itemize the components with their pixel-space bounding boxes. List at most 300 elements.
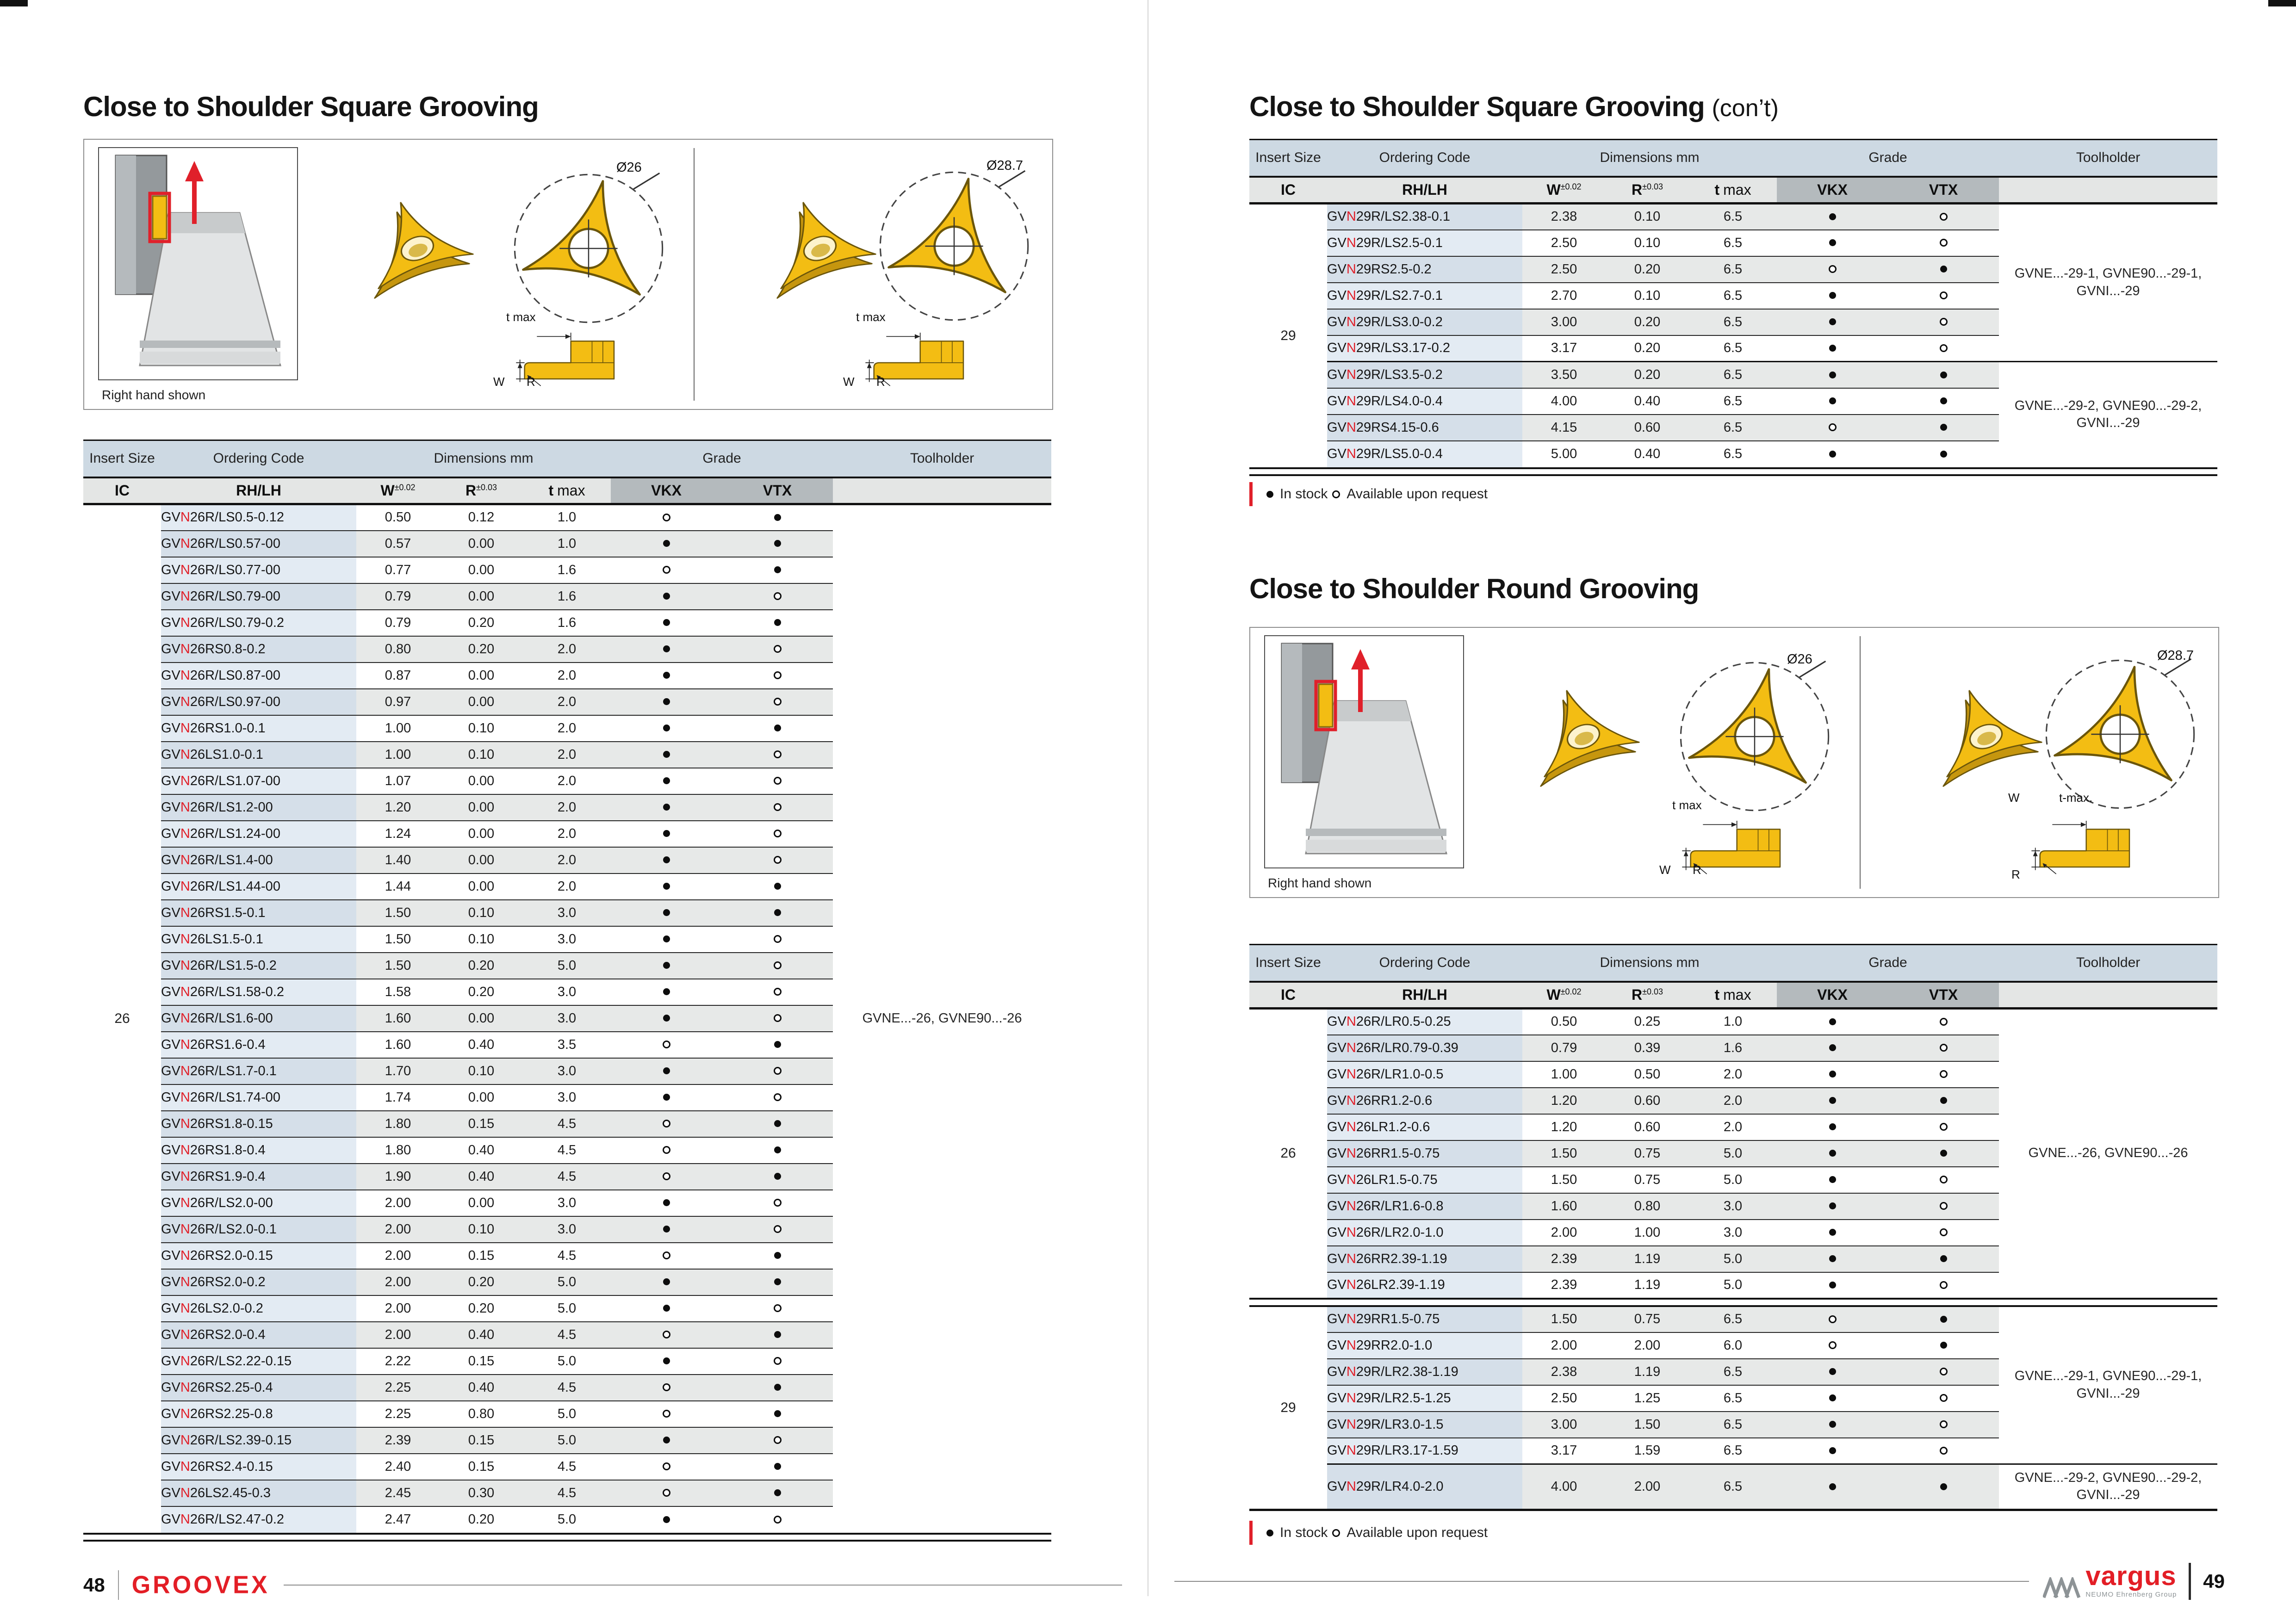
in-stock-dot (1940, 1316, 1947, 1323)
code-red-n: N (180, 1037, 190, 1052)
available-dot (774, 1304, 782, 1312)
w-value: 2.38 (1522, 204, 1606, 230)
tmax-value: 3.0 (1689, 1220, 1777, 1246)
tmax-value: 2.0 (523, 768, 611, 794)
vargus-logo (2043, 1561, 2177, 1598)
vtx-availability (1888, 441, 1999, 467)
vtx-availability (1888, 1438, 1999, 1464)
vkx-availability (611, 768, 722, 794)
available-dot (663, 514, 670, 521)
in-stock-dot (663, 804, 670, 811)
tmax-value: 1.6 (523, 557, 611, 583)
available-dot (1829, 423, 1837, 431)
w-value: 0.77 (356, 557, 440, 583)
tmax-value: 6.5 (1689, 1412, 1777, 1438)
w-value: 1.70 (356, 1058, 440, 1084)
code-red-n: N (1346, 1479, 1356, 1494)
vargus-subtext: NEUMO Ehrenberg Group (2085, 1590, 2177, 1598)
available-dot (663, 1331, 670, 1338)
w-value: 0.97 (356, 689, 440, 715)
table-bottom-rule (1249, 1509, 2217, 1511)
tmax-value: 6.5 (1689, 256, 1777, 283)
tmax-value: 2.0 (1689, 1088, 1777, 1114)
vkx-availability (1777, 1246, 1888, 1272)
ordering-code: GVN29R/LS3.17-0.2 (1327, 335, 1522, 362)
in-stock-dot (1829, 1097, 1836, 1104)
code-red-n: N (1346, 1277, 1356, 1292)
insert-iso-view (1507, 660, 1660, 813)
in-stock-dot (1829, 345, 1836, 352)
round-grooving-title: Close to Shoulder Round Grooving (1249, 573, 1699, 604)
vtx-availability (722, 794, 833, 821)
w-value: 1.00 (356, 715, 440, 742)
tmax-value: 3.5 (523, 1032, 611, 1058)
in-stock-dot (1940, 266, 1947, 273)
col-r: $R^{\pm 0.03}$ (1606, 177, 1689, 204)
diameter-label: Ø28.7 (987, 158, 1023, 173)
vtx-availability (1888, 362, 1999, 388)
available-dot (1940, 1368, 1948, 1375)
ordering-code: GVN26R/LS1.4-00 (161, 847, 356, 873)
col-vtx: VTX (1888, 982, 1999, 1009)
ordering-code: GVN26RS1.6-0.4 (161, 1032, 356, 1058)
w-dim-label: W (2008, 791, 2020, 805)
in-stock-dot (1829, 1282, 1836, 1288)
ordering-code: GVN29RR1.5-0.75 (1327, 1306, 1522, 1332)
vkx-availability (1777, 335, 1888, 362)
available-dot (663, 1041, 670, 1048)
code-red-n: N (1346, 314, 1356, 329)
insert-front-view (1671, 653, 1838, 820)
r-value: 0.60 (1606, 1114, 1689, 1140)
available-dot (774, 1093, 782, 1101)
in-stock-dot (663, 1516, 670, 1523)
ordering-code: GVN29R/LS2.5-0.1 (1327, 230, 1522, 256)
col-toolholder: Toolholder (1999, 945, 2217, 982)
in-stock-dot (1829, 1150, 1836, 1157)
vtx-availability (722, 1084, 833, 1111)
col-tmax: t max (1689, 982, 1777, 1009)
col-insert-size: Insert Size (1249, 945, 1327, 982)
w-value: 1.00 (1522, 1061, 1606, 1088)
ordering-code: GVN29RS4.15-0.6 (1327, 415, 1522, 441)
vtx-availability (722, 926, 833, 953)
w-dim-label: W (843, 375, 855, 389)
col-vtx: VTX (1888, 177, 1999, 204)
vkx-availability (611, 847, 722, 873)
w-value: 1.60 (356, 1032, 440, 1058)
vtx-availability (722, 1164, 833, 1190)
in-stock-dot (663, 1305, 670, 1312)
in-stock-dot (1829, 1483, 1836, 1490)
r-value: 0.10 (440, 1058, 523, 1084)
code-red-n: N (1346, 1040, 1356, 1055)
in-stock-dot (1829, 1368, 1836, 1375)
in-stock-dot (1829, 239, 1836, 246)
w-value: 5.00 (1522, 441, 1606, 467)
in-stock-dot (1940, 1150, 1947, 1157)
code-red-n: N (180, 641, 190, 657)
vtx-availability (1888, 1167, 1999, 1193)
ordering-code: GVN26RS2.0-0.2 (161, 1269, 356, 1295)
tmax-dim-label: t max (1672, 798, 1702, 812)
r-value: 0.39 (1606, 1035, 1689, 1061)
in-stock-dot (1940, 1097, 1947, 1104)
vkx-availability (1777, 388, 1888, 415)
vtx-availability (722, 1480, 833, 1506)
code-red-n: N (180, 615, 190, 630)
r-value: 0.50 (1606, 1061, 1689, 1088)
r-value: 0.00 (440, 1005, 523, 1032)
in-stock-dot (1829, 1123, 1836, 1130)
vtx-availability (722, 742, 833, 768)
w-value: 0.50 (356, 504, 440, 531)
vkx-availability (611, 1401, 722, 1427)
tmax-value: 1.0 (1689, 1009, 1777, 1035)
tmax-value: 3.0 (523, 1058, 611, 1084)
tmax-value: 4.5 (523, 1137, 611, 1164)
r-value: 2.00 (1606, 1332, 1689, 1359)
r-value: 0.00 (440, 768, 523, 794)
r-value: 0.00 (440, 531, 523, 557)
vtx-availability (1888, 1193, 1999, 1220)
vkx-availability (1777, 1220, 1888, 1246)
tmax-value: 1.0 (523, 531, 611, 557)
tmax-value: 6.5 (1689, 204, 1777, 230)
ordering-code: GVN29R/LS5.0-0.4 (1327, 441, 1522, 467)
vtx-availability (1888, 1114, 1999, 1140)
tmax-value: 2.0 (523, 715, 611, 742)
code-red-n: N (1346, 1119, 1356, 1134)
tmax-value: 5.0 (523, 1269, 611, 1295)
code-red-n: N (180, 720, 190, 736)
r-value: 0.40 (440, 1032, 523, 1058)
code-red-n: N (180, 1353, 190, 1369)
available-dot (774, 961, 782, 969)
col-grade: Grade (1777, 140, 1999, 177)
available-dot (1940, 344, 1948, 352)
legend-in-stock-label: In stock (1280, 1525, 1328, 1540)
available-dot (663, 1489, 670, 1497)
toolholder-value: GVNE...-29-2, GVNE90...-29-2, GVNI...-29 (1999, 362, 2217, 467)
tmax-value: 3.0 (523, 1084, 611, 1111)
vkx-availability (611, 1084, 722, 1111)
col-rhlh: RH/LH (161, 477, 356, 504)
r-dim-label: R (2011, 867, 2020, 881)
ordering-code: GVN26RR1.2-0.6 (1327, 1088, 1522, 1114)
ordering-code: GVN26R/LS0.97-00 (161, 689, 356, 715)
tmax-value: 5.0 (523, 1295, 611, 1322)
tmax-value: 6.5 (1689, 1306, 1777, 1332)
ordering-code: GVN26RS2.0-0.4 (161, 1322, 356, 1348)
available-dot (663, 566, 670, 574)
r-dim-label: R (527, 375, 535, 389)
tmax-value: 6.5 (1689, 388, 1777, 415)
vtx-availability (1888, 1332, 1999, 1359)
ordering-code: GVN26LR2.39-1.19 (1327, 1272, 1522, 1299)
ordering-code: GVN26RS2.0-0.15 (161, 1243, 356, 1269)
code-red-n: N (1346, 1417, 1356, 1432)
w-value: 0.79 (356, 583, 440, 610)
vargus-wordmark: vargus (2085, 1561, 2177, 1592)
vtx-availability (722, 1427, 833, 1454)
r-value: 0.10 (1606, 230, 1689, 256)
toolholder-value: GVNE...-26, GVNE90...-26 (1999, 1009, 2217, 1299)
tmax-value: 5.0 (1689, 1272, 1777, 1299)
vtx-availability (722, 873, 833, 900)
in-stock-dot (663, 540, 670, 547)
vkx-availability (1777, 1332, 1888, 1359)
tmax-value: 6.5 (1689, 415, 1777, 441)
vkx-availability (611, 504, 722, 531)
vkx-availability (611, 531, 722, 557)
w-value: 1.90 (356, 1164, 440, 1190)
code-red-n: N (180, 1512, 190, 1527)
col-ic: IC (83, 477, 161, 504)
available-dot (774, 1436, 782, 1444)
code-red-n: N (180, 1406, 190, 1421)
code-red-n: N (1346, 1172, 1356, 1187)
ordering-code: GVN29RR2.0-1.0 (1327, 1332, 1522, 1359)
in-stock-dot (1829, 292, 1836, 299)
tmax-value: 4.5 (523, 1164, 611, 1190)
table-subheader (1249, 177, 2217, 204)
vkx-availability (1777, 1140, 1888, 1167)
page-number: 48 (83, 1574, 105, 1596)
w-value: 1.20 (1522, 1114, 1606, 1140)
vkx-availability (1777, 1359, 1888, 1385)
in-stock-dot (663, 962, 670, 969)
vtx-availability (722, 979, 833, 1005)
table-subheader (83, 477, 1051, 504)
tmax-value: 6.5 (1689, 230, 1777, 256)
r-value: 0.10 (440, 715, 523, 742)
ordering-code: GVN26R/LS0.87-00 (161, 663, 356, 689)
available-dot (774, 856, 782, 864)
in-stock-dot (1829, 1447, 1836, 1454)
available-dot (1940, 318, 1948, 326)
vtx-availability (722, 900, 833, 926)
w-value: 2.00 (356, 1322, 440, 1348)
in-stock-dot (663, 1094, 670, 1101)
r-value: 0.10 (440, 742, 523, 768)
r-value: 0.60 (1606, 1088, 1689, 1114)
col-r: $R^{\pm 0.03}$ (1606, 982, 1689, 1009)
code-red-n: N (1346, 393, 1356, 409)
tmax-value: 2.0 (1689, 1114, 1777, 1140)
vkx-availability (1777, 1438, 1888, 1464)
code-red-n: N (180, 1221, 190, 1237)
tmax-value: 2.0 (523, 847, 611, 873)
r-value: 1.25 (1606, 1385, 1689, 1412)
r-value: 1.00 (1606, 1220, 1689, 1246)
insert-size-value: 26 (1249, 1009, 1327, 1299)
w-value: 1.80 (356, 1111, 440, 1137)
available-dot (774, 1516, 782, 1524)
ordering-code: GVN26RS1.9-0.4 (161, 1164, 356, 1190)
available-dot (663, 1120, 670, 1127)
square-grooving-cont-table (1249, 139, 2217, 476)
col-dimensions: Dimensions mm (356, 440, 611, 477)
code-red-n: N (1346, 1443, 1356, 1458)
col-ordering-code: Ordering Code (161, 440, 356, 477)
in-stock-dot (663, 725, 670, 731)
tmax-value: 3.0 (523, 979, 611, 1005)
vkx-availability (1777, 1464, 1888, 1509)
w-value: 2.45 (356, 1480, 440, 1506)
in-stock-dot (1829, 1071, 1836, 1078)
vtx-availability (1888, 1464, 1999, 1509)
code-red-n: N (180, 510, 190, 525)
footer-rule (284, 1585, 1122, 1586)
available-dot (1332, 1529, 1340, 1537)
r-value: 0.20 (1606, 256, 1689, 283)
r-value: 0.15 (440, 1454, 523, 1480)
w-value: 2.40 (356, 1454, 440, 1480)
vtx-availability (722, 847, 833, 873)
code-red-n: N (180, 1301, 190, 1316)
r-value: 0.20 (440, 979, 523, 1005)
ordering-code: GVN26R/LR1.6-0.8 (1327, 1193, 1522, 1220)
w-value: 0.87 (356, 663, 440, 689)
tmax-value: 5.0 (1689, 1167, 1777, 1193)
code-red-n: N (180, 1195, 190, 1210)
in-stock-dot (774, 1463, 781, 1470)
in-stock-dot (774, 1041, 781, 1048)
in-stock-dot (663, 751, 670, 758)
in-stock-dot (1829, 1202, 1836, 1209)
col-rhlh: RH/LH (1327, 177, 1522, 204)
tmax-value: 6.5 (1689, 283, 1777, 309)
w-value: 2.00 (356, 1269, 440, 1295)
available-dot (774, 777, 782, 785)
r-value: 0.20 (1606, 362, 1689, 388)
r-value: 0.15 (440, 1427, 523, 1454)
round-grooving-figure (1249, 627, 2219, 898)
col-insert-size: Insert Size (83, 440, 161, 477)
vtx-availability (1888, 1412, 1999, 1438)
vtx-availability (722, 715, 833, 742)
vtx-availability (722, 636, 833, 663)
code-red-n: N (180, 984, 190, 999)
code-red-n: N (180, 668, 190, 683)
insert-side-view (2016, 809, 2164, 879)
vtx-availability (722, 1269, 833, 1295)
available-dot (1940, 1123, 1948, 1131)
w-value: 1.60 (356, 1005, 440, 1032)
in-stock-dot (1829, 1018, 1836, 1025)
ordering-code: GVN26R/LS2.0-00 (161, 1190, 356, 1216)
code-red-n: N (1346, 1251, 1356, 1266)
col-toolholder-sub (1999, 982, 2217, 1009)
w-value: 2.25 (356, 1401, 440, 1427)
table-bottom-rule (83, 1533, 1051, 1542)
tmax-value: 2.0 (523, 636, 611, 663)
code-red-n: N (1346, 1225, 1356, 1240)
ordering-code: GVN26RS0.8-0.2 (161, 636, 356, 663)
col-grade: Grade (1777, 945, 1999, 982)
vkx-availability (611, 979, 722, 1005)
in-stock-dot (663, 1067, 670, 1074)
vtx-availability (1888, 1306, 1999, 1332)
available-dot (1940, 1176, 1948, 1183)
vtx-availability (722, 1005, 833, 1032)
in-stock-dot (774, 883, 781, 890)
w-value: 2.00 (356, 1190, 440, 1216)
w-value: 4.00 (1522, 388, 1606, 415)
ordering-code: GVN26R/LS2.0-0.1 (161, 1216, 356, 1243)
vkx-availability (611, 1216, 722, 1243)
in-stock-dot (663, 1278, 670, 1285)
vtx-availability (1888, 1220, 1999, 1246)
tmax-value: 6.5 (1689, 441, 1777, 467)
vtx-availability (722, 1243, 833, 1269)
code-red-n: N (180, 852, 190, 867)
code-red-n: N (1346, 1093, 1356, 1108)
tmax-value: 3.0 (523, 926, 611, 953)
vtx-availability (1888, 283, 1999, 309)
table-row (1249, 1306, 2217, 1332)
in-stock-dot (774, 566, 781, 573)
r-value: 0.00 (440, 689, 523, 715)
r-value: 0.20 (440, 610, 523, 636)
col-ordering-code: Ordering Code (1327, 945, 1522, 982)
available-dot (663, 1383, 670, 1391)
in-stock-dot (1829, 213, 1836, 220)
tmax-dim-label: t-max. (2059, 791, 2093, 805)
square-grooving-figure (83, 139, 1053, 410)
vkx-availability (1777, 1193, 1888, 1220)
w-value: 2.50 (1522, 256, 1606, 283)
vtx-availability (1888, 1359, 1999, 1385)
w-value: 1.50 (356, 900, 440, 926)
w-value: 3.00 (1522, 309, 1606, 335)
w-value: 3.50 (1522, 362, 1606, 388)
w-value: 1.07 (356, 768, 440, 794)
table-header (83, 440, 1051, 477)
diameter-label: Ø26 (616, 160, 642, 175)
r-value: 0.40 (440, 1375, 523, 1401)
ordering-code: GVN29R/LR2.38-1.19 (1327, 1359, 1522, 1385)
tmax-value: 3.0 (523, 1190, 611, 1216)
vkx-availability (1777, 204, 1888, 230)
w-value: 0.57 (356, 531, 440, 557)
in-stock-dot (663, 909, 670, 916)
r-value: 0.00 (440, 873, 523, 900)
ordering-code: GVN26R/LS2.22-0.15 (161, 1348, 356, 1375)
r-value: 1.19 (1606, 1359, 1689, 1385)
vargus-peaks-icon (2043, 1577, 2085, 1598)
table-bottom-rule (1249, 467, 2217, 476)
available-dot (1940, 1228, 1948, 1236)
w-dim-label: W (1659, 863, 1671, 877)
w-value: 1.50 (356, 926, 440, 953)
in-stock-dot (663, 777, 670, 784)
legend-available-label: Available upon request (1347, 486, 1488, 502)
w-value: 2.00 (356, 1295, 440, 1322)
vtx-availability (722, 1375, 833, 1401)
table-row (1249, 204, 2217, 230)
r-value: 0.00 (440, 663, 523, 689)
available-dot (1940, 1044, 1948, 1052)
vtx-availability (722, 1506, 833, 1533)
vtx-availability (722, 583, 833, 610)
vkx-availability (611, 1480, 722, 1506)
r-value: 0.00 (440, 821, 523, 847)
r-value: 1.19 (1606, 1246, 1689, 1272)
legend-in-stock-label: In stock (1280, 486, 1328, 502)
ordering-code: GVN29R/LR4.0-2.0 (1327, 1464, 1522, 1509)
